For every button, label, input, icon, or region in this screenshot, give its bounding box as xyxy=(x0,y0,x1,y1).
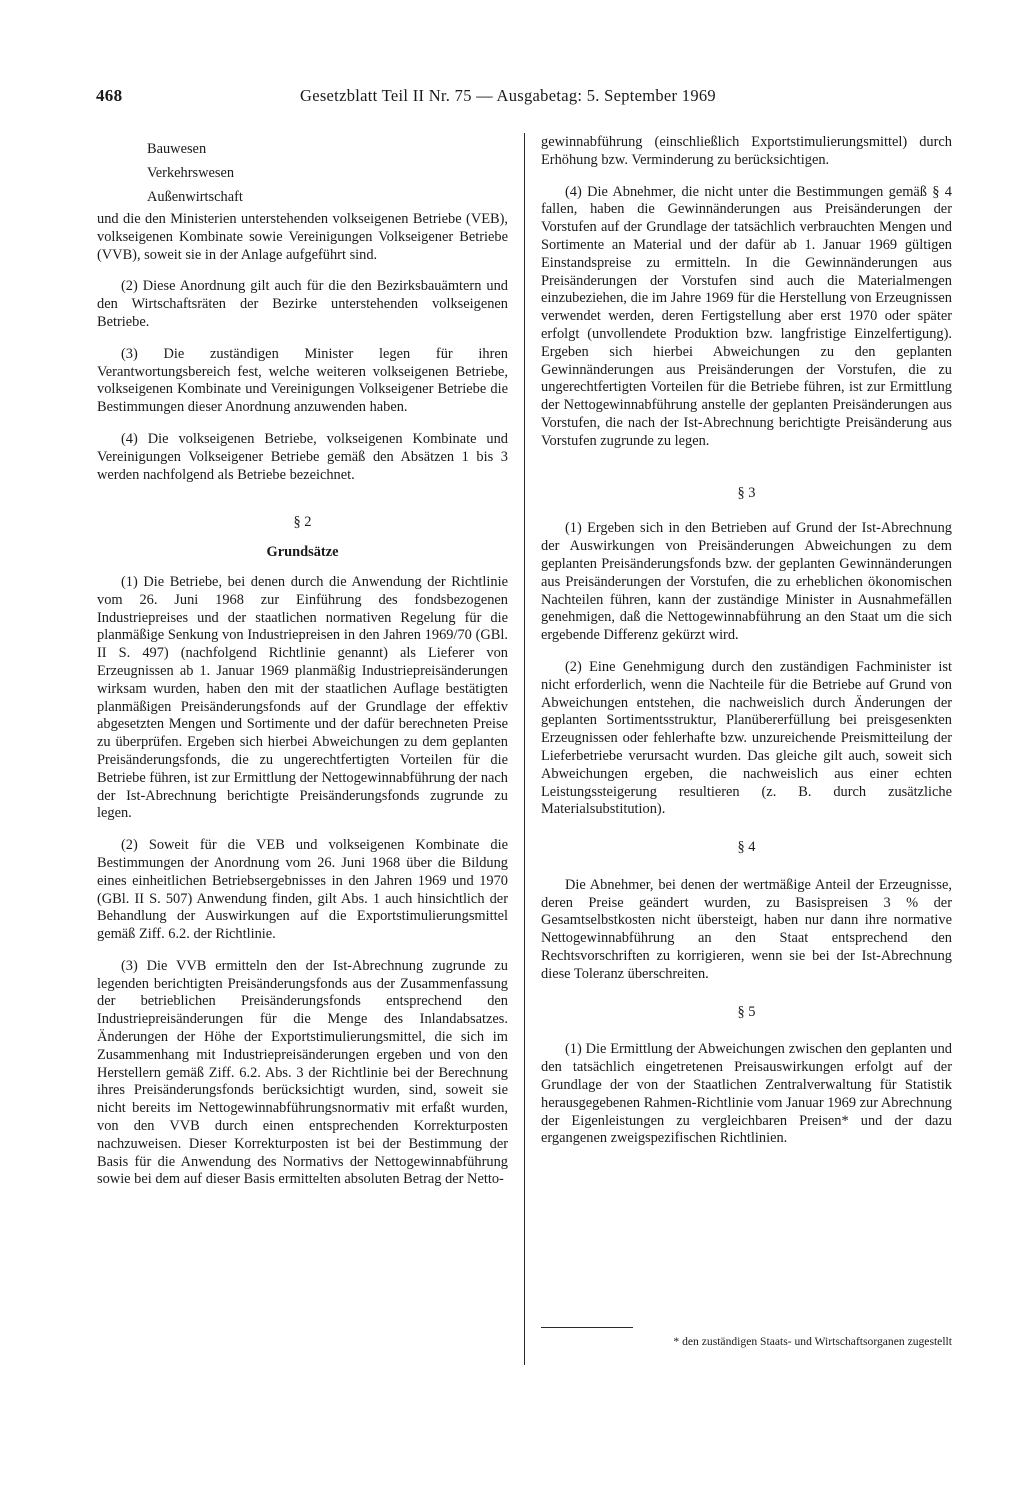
running-head: Gesetzblatt Teil II Nr. 75 — Ausgabetag: 5. September 1969 xyxy=(300,86,716,105)
list-item: Außenwirtschaft xyxy=(147,189,243,205)
paragraph: (4) Die Abnehmer, die nicht unter die Bestimmungen gemäß § 4 fallen, haben die Gewinnänderungen aus Preisänderungen der Vorstufen auf der Grundlage der tatsächlich verbrauchten Mengen und Sortimente an Material und der dafür ab 1. Januar 1969 gültigen Einstandspreise zu ermitteln. In die Gewinnänderungen aus Preisänderungen der Vorstufen sind auch die Materialmengen einzubeziehen, die im Jahre 1969 für die Herstellung von Erzeugnissen verwendet werden, deren Fertigstellung aber erst 1970 oder später erfolgt (unvollendete Produktion bzw. langfristige Einzelfertigung). Ergeben sich hierbei Abweichungen zu den geplanten Gewinnänderungen aus Preisänderungen der Vorstufen, die zu ungerechtfertigten Vorteilen für die Betriebe führen, ist zur Ermittlung der Nettogewinnabführung anstelle der geplanten Preisänderungen aus Vorstufen, die nach der Ist-Abrechnung berichtigte Preisänderung aus Vorstufen zugrunde zu legen. xyxy=(541,183,952,449)
section-number: § 3 xyxy=(737,484,756,501)
page-number: 468 xyxy=(96,86,123,105)
section-number: § 5 xyxy=(737,1003,756,1020)
paragraph: (1) Die Ermittlung der Abweichungen zwischen den geplanten und den tatsächlich eingetretenen Preisauswirkungen erfolgt auf der Grundlage der von der Staatlichen Zentralverwaltung für Statistik herausgegebenen Rahmen-Richtlinie vom Januar 1969 zur Abrechnung der Eigenleistungen zu vergleichbaren Preisen* und der dazu ergangenen zweigspezifischen Richtlinien. xyxy=(541,1041,952,1147)
section-number: § 2 xyxy=(293,514,312,531)
section-title: Grundsätze xyxy=(266,544,339,561)
footnote: * den zuständigen Staats- und Wirtschaftsorganen zugestellt xyxy=(673,1335,952,1348)
left-column xyxy=(97,137,508,1189)
column-divider xyxy=(524,133,525,1365)
footnote-rule xyxy=(541,1327,633,1328)
list-item: Bauwesen xyxy=(147,141,207,157)
paragraph: (1) Die Betriebe, bei denen durch die Anwendung der Richtlinie vom 26. Juni 1968 zur Einführung des fondsbezogenen Industriepreises und der staatlichen normativen Regelung für die planmäßige Senkung von Industriepreisen in den Jahren 1969/70 (GBl. II S. 497) (nachfolgend Richtlinie genannt) als Lieferer von Erzeugnissen ab 1. Januar 1969 planmäßig Industriepreisänderungen wirksam wurden, haben den mit der staatlichen Auflage bestätigten planmäßigen Preisänderungsfonds auf der Grundlage der effektiv abgesetzten Mengen und Sortimente und der dafür berechneten Preise zu überprüfen. Ergeben sich hierbei Abweichungen zu dem geplanten Preisänderungsfonds, die zu ungerechtfertigten Vorteilen für die Betriebe führen, ist zur Ermittlung der Nettogewinnabführung der nach der Ist-Abrechnung berichtigte Preisänderungsfonds zugrunde zu legen. xyxy=(97,573,508,822)
paragraph: (2) Soweit für die VEB und volkseigenen Kombinate die Bestimmungen der Anordnung vom 26. Juni 1968 über die Bildung eines einheitlichen Betriebsergebnisses in den Jahren 1969 und 1970 (GBl. II S. 507) Anwendung finden, gilt Abs. 1 auch hinsichtlich der Behandlung der Auswirkungen auf die Exportstimulierungsmittel gemäß Ziff. 6.2. der Richtlinie. xyxy=(97,837,508,943)
paragraph: (2) Diese Anordnung gilt auch für die den Bezirksbauämtern und den Wirtschaftsräten der Bezirke unterstehenden volkseigenen Betriebe. xyxy=(97,278,508,330)
paragraph: Die Abnehmer, bei denen der wertmäßige Anteil der Erzeugnisse, deren Preise geändert wurden, zu Basispreisen 3 % der Gesamtselbstkosten nicht übersteigt, haben nur dann ihre normative Nettogewinnabführung an den Staat entsprechend den Rechtsvorschriften zu korrigieren, wenn sie bei der Ist-Abrechnung diese Toleranz überschreiten. xyxy=(541,876,952,982)
paragraph: gewinnabführung (einschließlich Exportstimulierungsmittel) durch Erhöhung bzw. Verminderung zu berücksichtigen. xyxy=(541,134,952,168)
paragraph: (3) Die zuständigen Minister legen für ihren Verantwortungsbereich fest, welche weiteren volkseigenen Betriebe, volkseigenen Kombinate und Vereinigungen Volkseigener Betriebe die Bestimmungen dieser Anordnung anzuwenden haben. xyxy=(97,345,508,416)
paragraph: (3) Die VVB ermitteln den der Ist-Abrechnung zugrunde zu legenden berichtigten Preisänderungsfonds aus der Zusammenfassung der betrieblichen Preisänderungsfonds entsprechend den Industriepreisänderungen für die Menge des Inlandabsatzes. Änderungen der Höhe der Exportstimulierungsmittel, die sich im Zusammenhang mit Industriepreisänderungen ergeben und von den Herstellern gemäß Ziff. 6.2. Abs. 3 der Richtlinie bei der Berechnung ihres Preisänderungsfonds berücksichtigt wurden, sind, soweit sie nicht bereits im Nettogewinnabführungsnormativ mit erfaßt wurden, von den VVB durch einen entsprechenden Korrekturposten nachzuweisen. Dieser Korrekturposten ist bei der Bestimmung der Basis für die Anwendung des Normativs der Nettogewinnabführung sowie bei dem auf dieser Basis ermittelten absoluten Betrag der Netto- xyxy=(97,957,508,1188)
list-item: Verkehrswesen xyxy=(147,165,235,181)
section-number: § 4 xyxy=(737,839,756,856)
paragraph: und die den Ministerien unterstehenden volkseigenen Betriebe (VEB), volkseigenen Kombinate sowie Vereinigungen Volkseigener Betriebe (VVB), soweit sie in der Anlage aufgeführt sind. xyxy=(97,211,508,263)
right-column xyxy=(541,134,952,1148)
paragraph: (4) Die volkseigenen Betriebe, volkseigenen Kombinate und Vereinigungen Volkseigener Betriebe gemäß den Absätzen 1 bis 3 werden nachfolgend als Betriebe bezeichnet. xyxy=(97,430,508,483)
paragraph: (1) Ergeben sich in den Betrieben auf Grund der Ist-Abrechnung der Auswirkungen von Preisänderungen Abweichungen zu dem geplanten Preisänderungsfonds bzw. der geplanten Gewinnänderungen aus Preisänderungen der Vorstufen, die zu erheblichen ökonomischen Nachteilen führen, kann der zuständige Minister in Ausnahmefällen genehmigen, daß die Nettogewinnabführung an den Staat um die sich ergebende Differenz gekürzt wird. xyxy=(541,520,952,644)
paragraph: (2) Eine Genehmigung durch den zuständigen Fachminister ist nicht erforderlich, wenn die Nachteile für die Betriebe auf Grund von Abweichungen entstehen, die nachweislich durch Änderungen der geplanten Sortimentsstruktur, Planübererfüllung bei preisgesenkten Erzeugnissen oder fehlerhafte bzw. unzureichende Preismitteilung der Lieferbetriebe verursacht wurden. Das gleiche gilt auch, soweit sich Abweichungen ergeben, die nachweislich aus einer echten Leistungssteigerung resultieren (z. B. durch zusätzliche Materialsubstitution). xyxy=(541,658,952,818)
